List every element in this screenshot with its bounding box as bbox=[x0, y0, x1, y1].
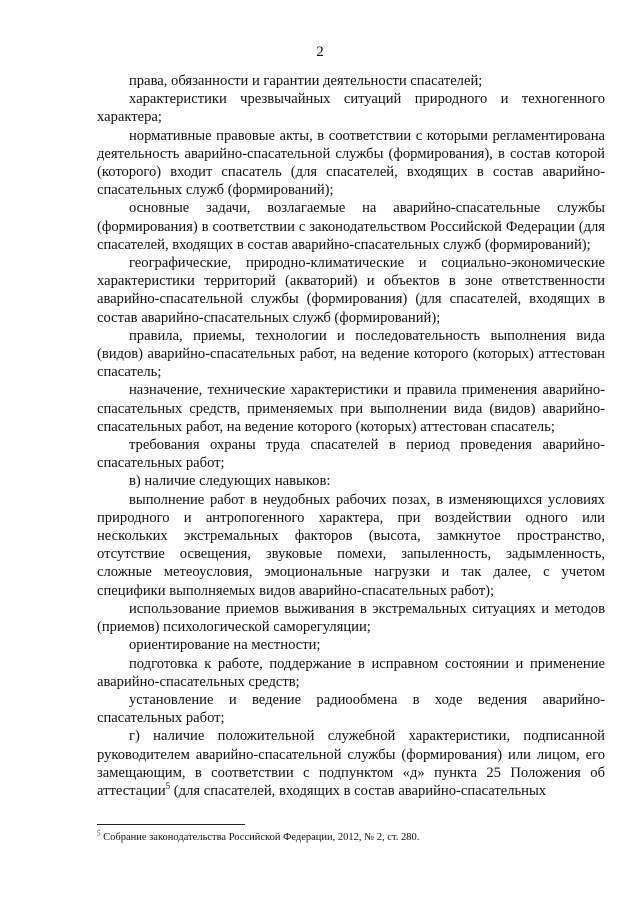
page-number: 2 bbox=[316, 44, 324, 60]
paragraph-service-characteristic bbox=[97, 727, 605, 800]
paragraph-uncomfortable-positions: выполнение работ в неудобных рабочих позах, в изменяющихся условиях природного и антропогенного характера, при воздействии одного или нескольких экстремальных факторов (высота, замкнутое пространство, отсутствие освещения, звуковые помехи, запыленность, задымленность, сложные метеоусловия, эмоциональные нагрузки и так далее, с учетом специфики выполняемых видов аварийно-спасательных работ); bbox=[97, 491, 605, 599]
characteristic-text: г) наличие положительной служебной характеристики, подписанной руководителем аварийно-спасательной службы (формирования) или лицом, его замещающим, в соответствии с подпунктом «д» пункта 25 Положения об аттестации bbox=[97, 728, 605, 799]
characteristic-text-continued: (для спасателей, входящих в состав аварийно-спасательных bbox=[170, 782, 547, 799]
paragraph-main-tasks: основные задачи, возлагаемые на аварийно-спасательные службы (формирования) в соответствии с законодательством Российской Федерации (для спасателей, входящих в состав аварийно-спасательных служб (формирований); bbox=[97, 200, 605, 253]
paragraph-survival-techniques: использование приемов выживания в экстремальных ситуациях и методов (приемов) психологической саморегуляции; bbox=[97, 600, 605, 636]
body-text bbox=[97, 72, 605, 800]
paragraph-geographic-characteristics: географические, природно-климатические и социально-экономические характеристики территорий (акваторий) и объектов в зоне ответственности аварийно-спасательной службы (формирования) (для спасателей, входящих в состав аварийно-спасательных служб (формирований); bbox=[97, 255, 605, 326]
paragraph-orientation: ориентирование на местности; bbox=[129, 637, 321, 654]
paragraph-equipment-maintenance: подготовка к работе, поддержание в исправном состоянии и применение аварийно-спасательных средств; bbox=[97, 655, 605, 690]
paragraph-emergency-characteristics: характеристики чрезвычайных ситуаций природного и техногенного характера; bbox=[97, 91, 605, 126]
paragraph-equipment-purpose: назначение, технические характеристики и правила применения аварийно-спасательных средств, применяемых при выполнении вида (видов) аварийно-спасательных работ, на ведение которого (которых) аттестован спасатель; bbox=[97, 382, 605, 435]
paragraph-skills-heading: в) наличие следующих навыков: bbox=[129, 473, 331, 490]
paragraph-labor-safety: требования охраны труда спасателей в период проведения аварийно-спасательных работ; bbox=[97, 437, 605, 472]
footnote-reference: 5 bbox=[165, 781, 171, 792]
paragraph-rules-techniques: правила, приемы, технологии и последовательность выполнения вида (видов) аварийно-спасательных работ, на ведение которого (которых) аттестован спасатель; bbox=[97, 327, 605, 381]
footnote-marker: 5 bbox=[97, 829, 101, 838]
paragraph-normative-acts: нормативные правовые акты, в соответствии с которыми регламентирована деятельность аварийно-спасательной службы (формирования), в состав которой (которого) входит спасатель (для спасателей, входящих в состав аварийно-спасательных служб (формирований); bbox=[97, 127, 605, 199]
footnote bbox=[97, 831, 605, 844]
paragraph-radio-exchange: установление и ведение радиообмена в ходе ведения аварийно-спасательных работ; bbox=[97, 691, 605, 727]
footnote-text: Собрание законодательства Российской Федерации, 2012, № 2, ст. 280. bbox=[100, 832, 420, 843]
paragraph-rights: права, обязанности и гарантии деятельности спасателей; bbox=[129, 73, 483, 89]
footnote-divider bbox=[97, 824, 245, 825]
